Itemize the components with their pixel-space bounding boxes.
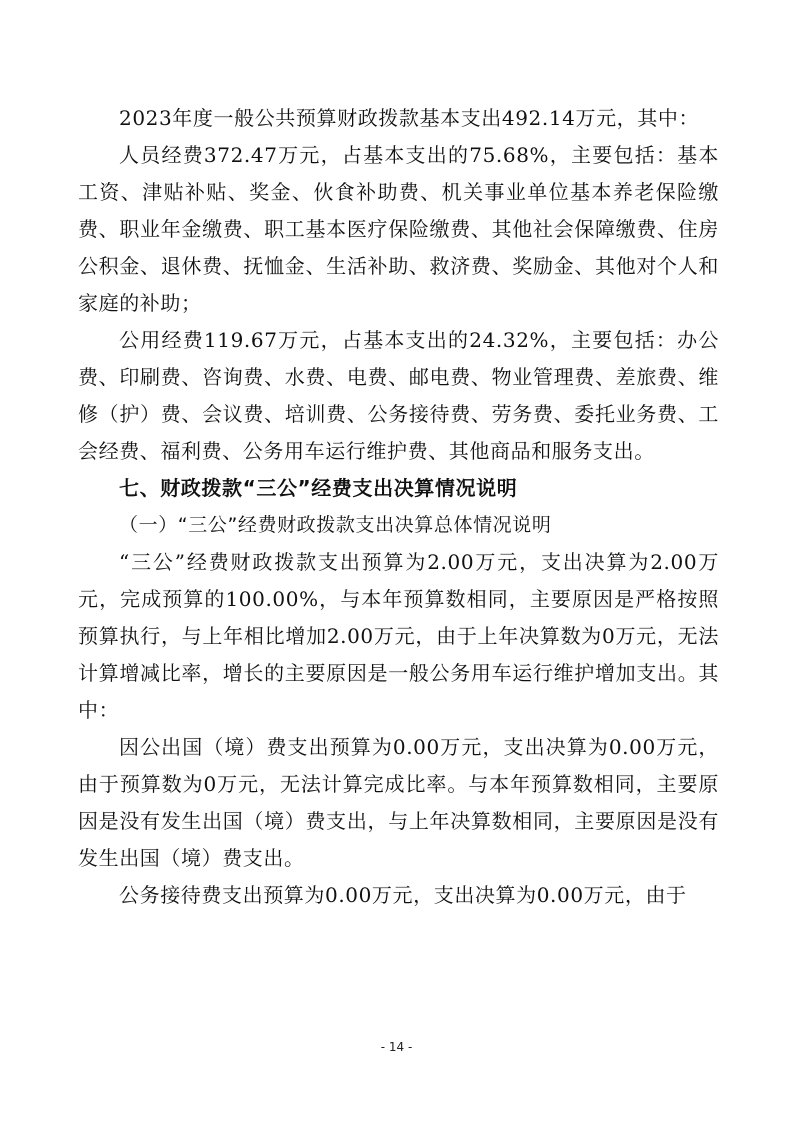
section-heading-three-public-expenses: 七、财政拨款“三公”经费支出决算情况说明 bbox=[119, 476, 518, 500]
paragraph-official-reception: 公务接待费支出预算为0.00万元，支出决算为0.00万元，由于 bbox=[119, 883, 687, 907]
page-content bbox=[78, 100, 719, 914]
paragraph-three-public-overall: “三公”经费财政拨款支出预算为2.00万元，支出决算为2.00万元，完成预算的100.00%，与本年预算数相同，主要原因是严格按照预算执行，与上年相比增加2.00万元，由于上年决算数为0万元，无法计算增减比率，增长的主要原因是一般公务用车运行维护增加支出。其中： bbox=[78, 550, 719, 722]
paragraph-basic-expenditure-summary: 2023年度一般公共预算财政拨款基本支出492.14万元，其中： bbox=[119, 106, 700, 130]
paragraph-public-expenses: 公用经费119.67万元，占基本支出的24.32%，主要包括：办公费、印刷费、咨询费、水费、电费、邮电费、物业管理费、差旅费、维修（护）费、会议费、培训费、公务接待费、劳务费、委托业务费、工会经费、福利费、公务用车运行维护费、其他商品和服务支出。 bbox=[78, 328, 719, 463]
paragraph-overseas-travel: 因公出国（境）费支出预算为0.00万元，支出决算为0.00万元，由于预算数为0万元，无法计算完成比率。与本年预算数相同，主要原因是没有发生出国（境）费支出，与上年决算数相同，主要原因是没有发生出国（境）费支出。 bbox=[78, 735, 719, 870]
page-number: - 14 - bbox=[380, 1040, 413, 1054]
subsection-heading-overall: （一）“三公”经费财政拨款支出决算总体情况说明 bbox=[119, 514, 552, 536]
paragraph-personnel-expenses: 人员经费372.47万元，占基本支出的75.68%，主要包括：基本工资、津贴补贴、奖金、伙食补助费、机关事业单位基本养老保险缴费、职业年金缴费、职工基本医疗保险缴费、其他社会保障缴费、住房公积金、退休费、抚恤金、生活补助、救济费、奖励金、其他对个人和家庭的补助； bbox=[78, 143, 719, 315]
